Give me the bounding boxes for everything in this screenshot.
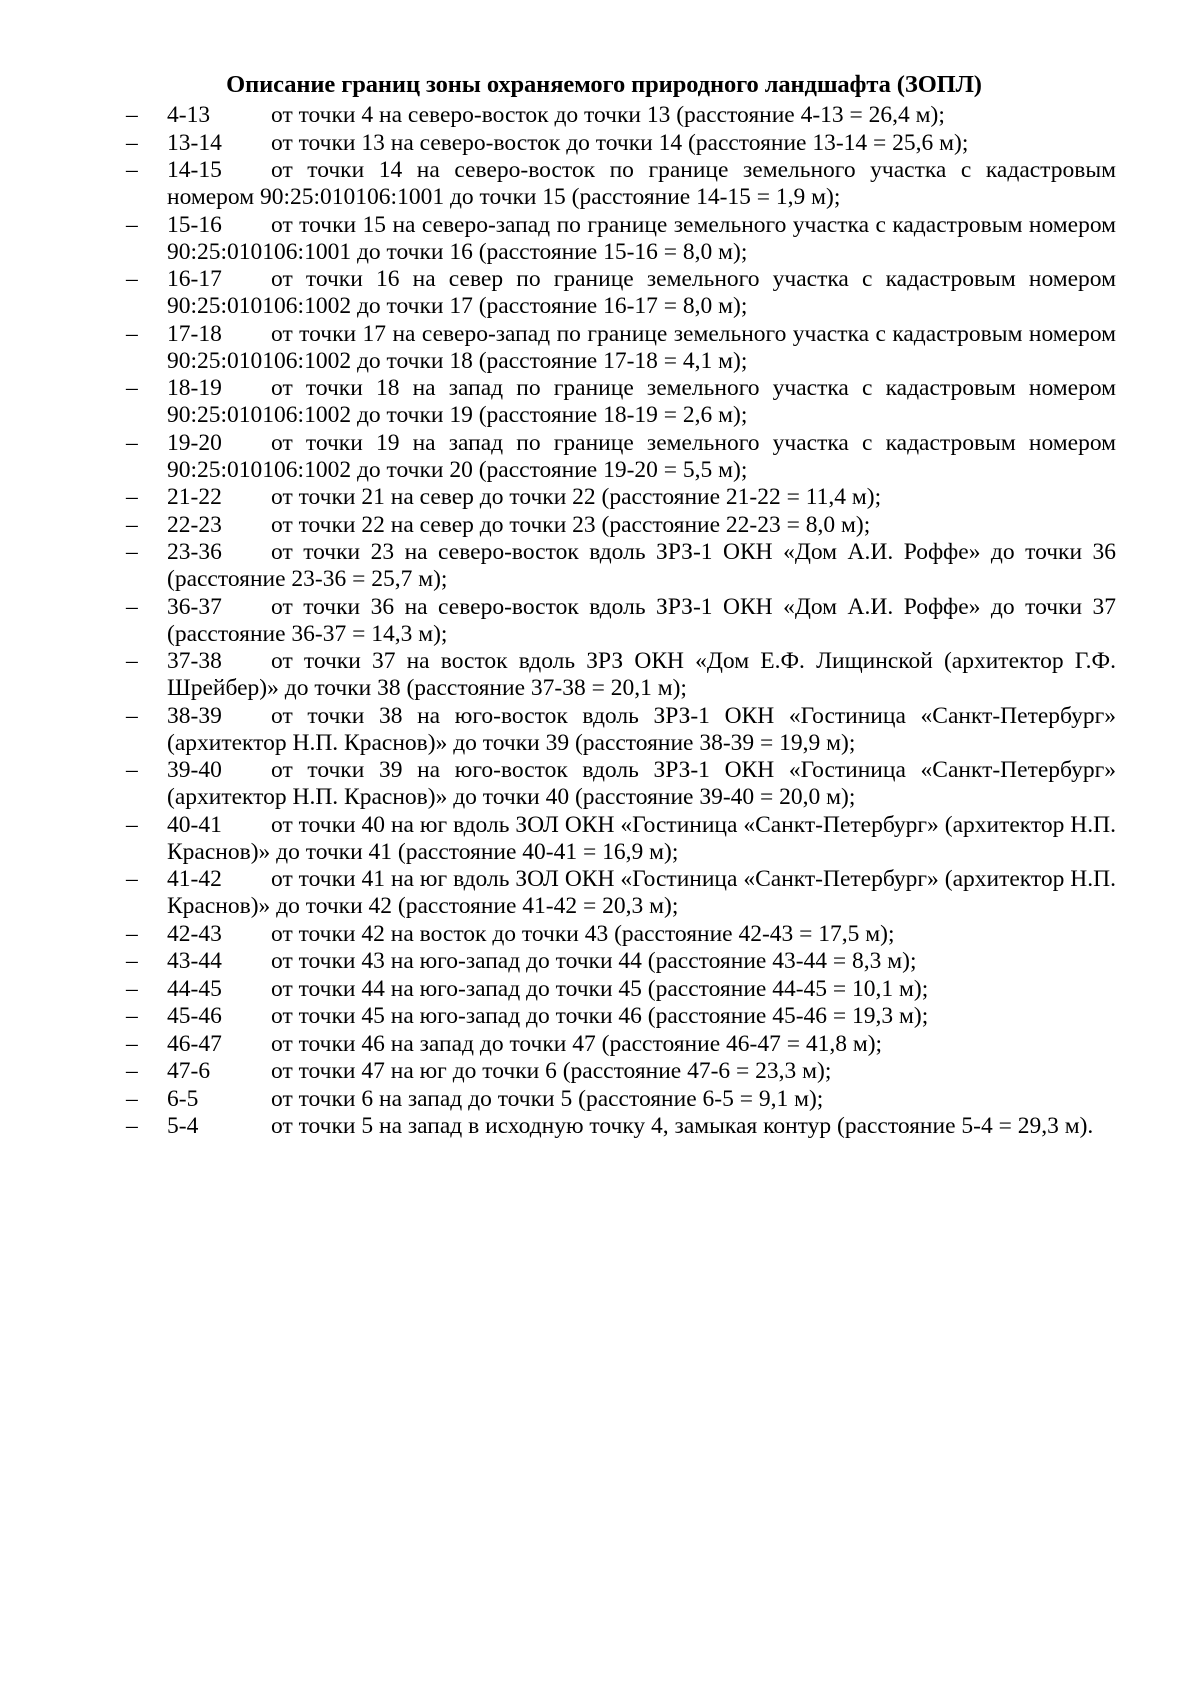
segment-code: 14-15 bbox=[167, 157, 222, 183]
list-item-content bbox=[167, 594, 1116, 648]
segment-description: от точки 45 на юго-запад до точки 46 (расстояние 45-46 = 19,3 м); bbox=[271, 1003, 929, 1029]
segment-code: 45-46 bbox=[167, 1003, 222, 1029]
list-item bbox=[124, 484, 1116, 511]
segment-code: 39-40 bbox=[167, 757, 222, 783]
list-dash: – bbox=[126, 129, 138, 156]
segment-code: 43-44 bbox=[167, 948, 222, 974]
list-dash: – bbox=[126, 648, 138, 674]
segment-code: 36-37 bbox=[167, 593, 222, 620]
segment-description: от точки 46 на запад до точки 47 (расстояние 46-47 = 41,8 м); bbox=[271, 1030, 883, 1057]
list-item-content bbox=[167, 1031, 1116, 1058]
list-item-content bbox=[167, 512, 1116, 539]
list-dash: – bbox=[126, 702, 138, 729]
segment-description: от точки 41 на юг вдоль ЗОЛ ОКН «Гостиница «Санкт-Петербург» (архитектор Н.П. Краснов)» до точки 42 (расстояние 41-42 = 20,3 м); bbox=[167, 866, 1116, 919]
segment-description: от точки 6 на запад до точки 5 (расстояние 6-5 = 9,1 м); bbox=[271, 1085, 824, 1112]
segment-description: от точки 36 на северо-восток вдоль ЗРЗ-1 ОКН «Дом А.И. Роффе» до точки 37 (расстояние 36-37 = 14,3 м); bbox=[167, 593, 1116, 647]
list-item bbox=[124, 266, 1116, 320]
segment-code: 44-45 bbox=[167, 975, 222, 1002]
list-dash: – bbox=[126, 757, 138, 783]
list-item bbox=[124, 703, 1116, 757]
segment-code: 15-16 bbox=[167, 211, 222, 238]
segment-code: 37-38 bbox=[167, 648, 222, 674]
segment-code: 41-42 bbox=[167, 866, 222, 892]
list-item-content bbox=[167, 130, 1116, 157]
list-item-content bbox=[167, 976, 1116, 1003]
list-item bbox=[124, 1058, 1116, 1085]
segment-description: от точки 13 на северо-восток до точки 14 (расстояние 13-14 = 25,6 м); bbox=[271, 129, 969, 156]
list-item bbox=[124, 866, 1116, 920]
segment-description: от точки 40 на юг вдоль ЗОЛ ОКН «Гостиница «Санкт-Петербург» (архитектор Н.П. Краснов)» до точки 41 (расстояние 40-41 = 16,9 м); bbox=[167, 811, 1116, 865]
list-item bbox=[124, 757, 1116, 811]
list-dash: – bbox=[126, 375, 138, 401]
list-item-content bbox=[167, 648, 1116, 702]
segment-description: от точки 43 на юго-запад до точки 44 (расстояние 43-44 = 8,3 м); bbox=[271, 948, 917, 974]
list-dash: – bbox=[126, 920, 138, 947]
list-item-content bbox=[167, 1086, 1116, 1113]
list-item bbox=[124, 321, 1116, 375]
list-item-content bbox=[167, 1113, 1116, 1140]
list-dash: – bbox=[126, 266, 138, 292]
list-item bbox=[124, 648, 1116, 702]
list-item-content bbox=[167, 321, 1116, 375]
segment-description: от точки 44 на юго-запад до точки 45 (расстояние 44-45 = 10,1 м); bbox=[271, 975, 929, 1002]
list-item-content bbox=[167, 1058, 1116, 1085]
list-dash: – bbox=[126, 811, 138, 838]
list-dash: – bbox=[126, 511, 138, 538]
segment-description: от точки 4 на северо-восток до точки 13 (расстояние 4-13 = 26,4 м); bbox=[271, 102, 945, 128]
list-item bbox=[124, 375, 1116, 429]
segment-description: от точки 14 на северо-восток по границе земельного участка с кадастровым номером 90:25:010106:1001 до точки 15 (расстояние 14-15 = 1,9 м); bbox=[167, 157, 1116, 210]
segment-description: от точки 23 на северо-восток вдоль ЗРЗ-1 ОКН «Дом А.И. Роффе» до точки 36 (расстояние 23-36 = 25,7 м); bbox=[167, 539, 1116, 592]
list-item bbox=[124, 130, 1116, 157]
list-item bbox=[124, 157, 1116, 211]
segment-code: 16-17 bbox=[167, 266, 222, 292]
list-item-content bbox=[167, 812, 1116, 866]
list-dash: – bbox=[126, 593, 138, 620]
list-item bbox=[124, 102, 1116, 129]
segment-code: 47-6 bbox=[167, 1058, 211, 1084]
segment-code: 40-41 bbox=[167, 811, 222, 838]
list-item-content bbox=[167, 157, 1116, 211]
list-item bbox=[124, 812, 1116, 866]
list-dash: – bbox=[126, 484, 138, 510]
list-item bbox=[124, 1003, 1116, 1030]
list-item-content bbox=[167, 266, 1116, 320]
segment-code: 42-43 bbox=[167, 920, 222, 947]
segment-description: от точки 42 на восток до точки 43 (расстояние 42-43 = 17,5 м); bbox=[271, 920, 895, 947]
list-item bbox=[124, 921, 1116, 948]
list-item-content bbox=[167, 921, 1116, 948]
segment-description: от точки 15 на северо-запад по границе земельного участка с кадастровым номером 90:25:010106:1001 до точки 16 (расстояние 15-16 = 8,0 м); bbox=[167, 211, 1116, 265]
list-item bbox=[124, 1031, 1116, 1058]
segment-code: 17-18 bbox=[167, 320, 222, 347]
segment-description: от точки 19 на запад по границе земельного участка с кадастровым номером 90:25:010106:1002 до точки 20 (расстояние 19-20 = 5,5 м); bbox=[167, 429, 1116, 483]
list-item bbox=[124, 976, 1116, 1003]
list-item-content bbox=[167, 1003, 1116, 1030]
segment-code: 13-14 bbox=[167, 129, 222, 156]
list-item-content bbox=[167, 484, 1116, 511]
segment-code: 4-13 bbox=[167, 102, 211, 128]
list-item bbox=[124, 430, 1116, 484]
list-item-content bbox=[167, 757, 1116, 811]
segment-code: 21-22 bbox=[167, 484, 222, 510]
segment-description: от точки 16 на север по границе земельного участка с кадастровым номером 90:25:010106:1002 до точки 17 (расстояние 16-17 = 8,0 м); bbox=[167, 266, 1116, 319]
list-item-content bbox=[167, 212, 1116, 266]
segment-description: от точки 38 на юго-восток вдоль ЗРЗ-1 ОКН «Гостиница «Санкт-Петербург» (архитектор Н.П. Краснов)» до точки 39 (расстояние 38-39 = 19,9 м); bbox=[167, 702, 1116, 756]
list-item-content bbox=[167, 948, 1116, 975]
list-item bbox=[124, 539, 1116, 593]
list-item-content bbox=[167, 703, 1116, 757]
list-dash: – bbox=[126, 157, 138, 183]
segment-code: 19-20 bbox=[167, 429, 222, 456]
list-dash: – bbox=[126, 539, 138, 565]
list-item bbox=[124, 512, 1116, 539]
list-dash: – bbox=[126, 1085, 138, 1112]
list-item-content bbox=[167, 866, 1116, 920]
list-dash: – bbox=[126, 429, 138, 456]
segment-code: 46-47 bbox=[167, 1030, 222, 1057]
list-item bbox=[124, 1113, 1116, 1140]
list-dash: – bbox=[126, 211, 138, 238]
list-item bbox=[124, 1086, 1116, 1113]
segment-code: 6-5 bbox=[167, 1085, 199, 1112]
segment-description: от точки 17 на северо-запад по границе земельного участка с кадастровым номером 90:25:010106:1002 до точки 18 (расстояние 17-18 = 4,1 м); bbox=[167, 320, 1116, 374]
list-dash: – bbox=[126, 1003, 138, 1029]
segment-description: от точки 18 на запад по границе земельного участка с кадастровым номером 90:25:010106:1002 до точки 19 (расстояние 18-19 = 2,6 м); bbox=[167, 375, 1116, 428]
segment-description: от точки 47 на юг до точки 6 (расстояние 47-6 = 23,3 м); bbox=[271, 1058, 832, 1084]
list-dash: – bbox=[126, 1113, 138, 1139]
segment-description: от точки 22 на север до точки 23 (расстояние 22-23 = 8,0 м); bbox=[271, 511, 871, 538]
segment-description: от точки 37 на восток вдоль ЗРЗ ОКН «Дом Е.Ф. Лищинской (архитектор Г.Ф. Шрейбер)» до точки 38 (расстояние 37-38 = 20,1 м); bbox=[167, 648, 1116, 701]
list-dash: – bbox=[126, 320, 138, 347]
segment-code: 5-4 bbox=[167, 1113, 199, 1139]
segment-code: 38-39 bbox=[167, 702, 222, 729]
list-dash: – bbox=[126, 1030, 138, 1057]
segment-description: от точки 5 на запад в исходную точку 4, замыкая контур (расстояние 5-4 = 29,3 м). bbox=[271, 1113, 1094, 1139]
list-dash: – bbox=[126, 102, 138, 128]
list-item-content bbox=[167, 102, 1116, 129]
list-dash: – bbox=[126, 975, 138, 1002]
list-item bbox=[124, 948, 1116, 975]
list-dash: – bbox=[126, 1058, 138, 1084]
segment-description: от точки 21 на север до точки 22 (расстояние 21-22 = 11,4 м); bbox=[271, 484, 882, 510]
segment-description: от точки 39 на юго-восток вдоль ЗРЗ-1 ОКН «Гостиница «Санкт-Петербург» (архитектор Н.П. Краснов)» до точки 40 (расстояние 39-40 = 20,0 м); bbox=[167, 757, 1116, 810]
list-item-content bbox=[167, 430, 1116, 484]
document-title: Описание границ зоны охраняемого природного ландшафта (ЗОПЛ) bbox=[226, 71, 982, 98]
boundary-list bbox=[124, 102, 1116, 1140]
segment-code: 18-19 bbox=[167, 375, 222, 401]
list-dash: – bbox=[126, 866, 138, 892]
segment-code: 22-23 bbox=[167, 511, 222, 538]
segment-code: 23-36 bbox=[167, 539, 222, 565]
list-item bbox=[124, 212, 1116, 266]
list-item-content bbox=[167, 539, 1116, 593]
list-item-content bbox=[167, 375, 1116, 429]
list-item bbox=[124, 594, 1116, 648]
list-dash: – bbox=[126, 948, 138, 974]
